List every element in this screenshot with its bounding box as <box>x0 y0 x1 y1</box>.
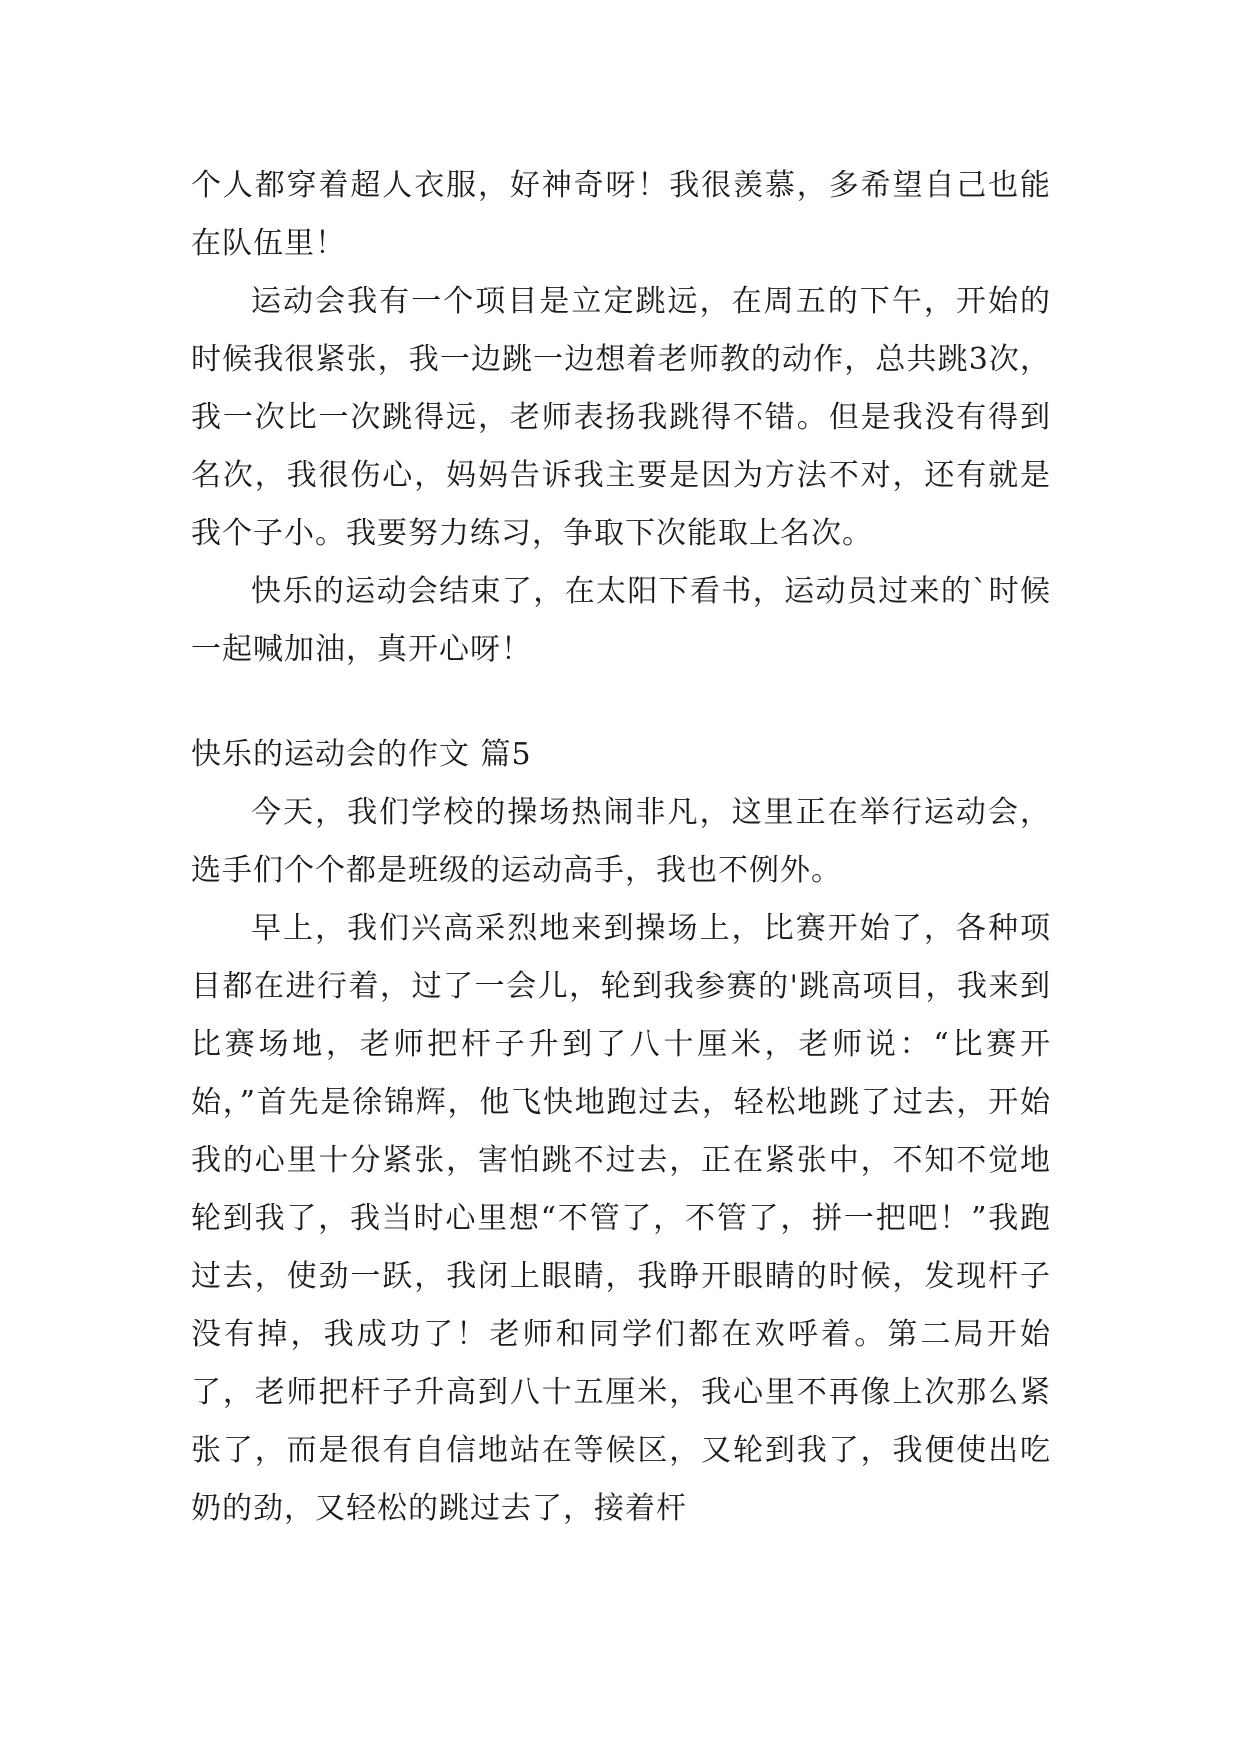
essay-heading: 快乐的运动会的作文 篇5 <box>191 737 532 772</box>
paragraph: 早上，我们兴高采烈地来到操场上，比赛开始了，各种项目都在进行着，过了一会儿，轮到我参赛的'跳高项目，我来到比赛场地，老师把杆子升到了八十厘米，老师说：“比赛开始，”首先是徐锦辉，他飞快地跑过去，轻松地跳了过去，开始我的心里十分紧张，害怕跳不过去，正在紧张中，不知不觉地轮到我了，我当时心里想“不管了，不管了，拼一把吧！”我跑过去，使劲一跃，我闭上眼睛，我睁开眼睛的时候，发现杆子没有掉，我成功了！老师和同学们都在欢呼着。第二局开始了，老师把杆子升高到八十五厘米，我心里不再像上次那么紧张了，而是很有自信地站在等候区，又轮到我了，我便使出吃奶的劲，又轻松的跳过去了，接着杆 <box>191 911 1051 1526</box>
paragraph: 个人都穿着超人衣服，好神奇呀！我很羡慕，多希望自己也能在队伍里！ <box>191 168 1051 261</box>
essay-section <box>191 726 1051 1538</box>
paragraph: 快乐的运动会结束了，在太阳下看书，运动员过来的`时候一起喊加油，真开心呀！ <box>191 574 1051 667</box>
continued-essay-text <box>191 157 1051 679</box>
paragraph: 今天，我们学校的操场热闹非凡，这里正在举行运动会，选手们个个都是班级的运动高手，我也不例外。 <box>191 795 1051 888</box>
paragraph: 运动会我有一个项目是立定跳远，在周五的下午，开始的时候我很紧张，我一边跳一边想着老师教的动作，总共跳3次，我一次比一次跳得远，老师表扬我跳得不错。但是我没有得到名次，我很伤心，妈妈告诉我主要是因为方法不对，还有就是我个子小。我要努力练习，争取下次能取上名次。 <box>191 284 1051 551</box>
